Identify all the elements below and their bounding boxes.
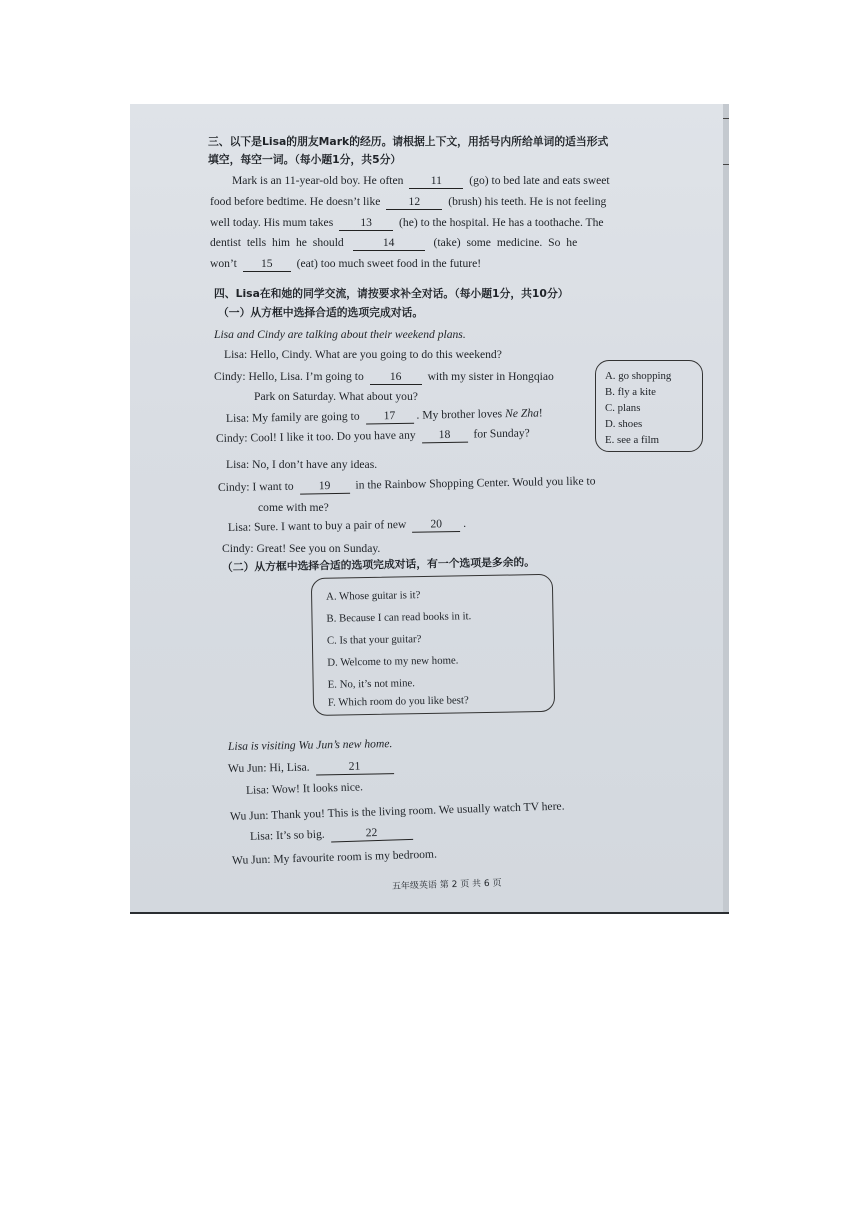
passage-text: (brush) his teeth. He is not feeling	[448, 195, 607, 208]
passage-text: Mark is an 11-year-old boy. He often	[232, 174, 404, 187]
options-box-1	[595, 360, 703, 452]
part1-title: （一）从方框中选择合适的选项完成对话。	[218, 306, 424, 319]
edge-mark	[723, 164, 729, 165]
answer-blank-19[interactable]: 19	[299, 479, 349, 495]
option-item: D. Welcome to my new home.	[327, 654, 459, 669]
answer-blank-20[interactable]: 20	[412, 517, 460, 533]
option-item: C. plans	[605, 402, 641, 414]
edge-mark	[723, 118, 729, 119]
answer-blank-22[interactable]: 22	[330, 825, 412, 842]
dialogue-line	[214, 370, 554, 385]
dialogue-line: Lisa: Wow! It looks nice.	[245, 780, 364, 797]
option-item: A. go shopping	[605, 370, 672, 382]
passage-text: dentist tells him he should	[210, 236, 344, 249]
passage-text: (take) some medicine. So he	[433, 236, 578, 249]
option-item: E. No, it’s not mine.	[327, 677, 416, 691]
dialogue-text: !	[538, 406, 543, 420]
context-part2: Lisa is visiting Wu Jun’s new home.	[227, 737, 393, 753]
answer-blank-14[interactable]: 14	[353, 236, 425, 251]
passage-text: well today. His mum takes	[210, 216, 334, 229]
dialogue-text: Lisa: It’s so big.	[249, 827, 325, 843]
dialogue-text: for Sunday?	[473, 426, 530, 441]
answer-blank-18[interactable]: 18	[421, 428, 467, 444]
option-item: B. Because I can read books in it.	[326, 610, 472, 625]
dialogue-text: Lisa: Sure. I want to buy a pair of new	[227, 517, 407, 534]
dialogue-text: Cindy: I want to	[217, 479, 294, 494]
context-part1: Lisa and Cindy are talking about their weekend plans.	[214, 328, 466, 341]
dialogue-line: come with me?	[258, 501, 329, 514]
dialogue-line: Lisa: Hello, Cindy. What are you going to do this weekend?	[224, 348, 502, 361]
passage-line-2	[210, 195, 606, 210]
dialogue-text: with my sister in Hongqiao	[427, 370, 554, 383]
answer-blank-13[interactable]: 13	[339, 216, 393, 231]
dialogue-line: Wu Jun: My favourite room is my bedroom.	[231, 847, 438, 867]
dialogue-line	[218, 474, 596, 495]
dialogue-text: . My brother loves	[416, 407, 503, 422]
section4-title: 四、Lisa在和她的同学交流，请按要求补全对话。（每小题1分，共10分）	[214, 287, 569, 300]
option-item: F. Which room do you like best?	[327, 694, 469, 709]
answer-blank-16[interactable]: 16	[370, 370, 422, 385]
dialogue-text: Cindy: Hello, Lisa. I’m going to	[214, 370, 364, 383]
passage-line-3	[210, 216, 604, 231]
passage-text: (eat) too much sweet food in the future!	[296, 257, 482, 270]
dialogue-text: Wu Jun: Hi, Lisa.	[227, 760, 310, 775]
dialogue-line	[228, 517, 466, 536]
answer-blank-17[interactable]: 17	[365, 409, 413, 425]
part2-title: （二）从方框中选择合适的选项完成对话，有一个选项是多余的。	[221, 555, 536, 574]
passage-line-1	[232, 174, 610, 189]
option-item: E. see a film	[605, 434, 659, 446]
section3-title-line1: 三、以下是Lisa的朋友Mark的经历。请根据上下文，用括号内所给单词的适当形式	[208, 135, 609, 148]
movie-title: Ne Zha	[504, 406, 539, 421]
exam-page-photo	[130, 104, 729, 914]
option-item: A. Whose guitar is it?	[326, 589, 421, 603]
dialogue-line: Wu Jun: Thank you! This is the living room. We usually watch TV here.	[229, 799, 565, 823]
option-item: B. fly a kite	[605, 386, 656, 398]
dialogue-line	[226, 406, 543, 426]
answer-blank-21[interactable]: 21	[315, 759, 393, 775]
dialogue-text: in the Rainbow Shopping Center. Would you like to	[355, 474, 596, 492]
dialogue-text: .	[463, 516, 467, 530]
passage-text: (he) to the hospital. He has a toothache. The	[399, 216, 604, 229]
answer-blank-12[interactable]: 12	[386, 195, 442, 210]
passage-line-4	[210, 236, 577, 251]
passage-text: food before bedtime. He doesn’t like	[210, 195, 381, 208]
dialogue-line: Lisa: No, I don’t have any ideas.	[226, 458, 378, 471]
dialogue-line	[216, 427, 530, 447]
dialogue-line	[250, 825, 416, 845]
section3-title-line2: 填空，每空一词。（每小题1分，共5分）	[208, 153, 402, 166]
dialogue-text: Cindy: Cool! I like it too. Do you have any	[215, 428, 416, 445]
dialogue-text: Lisa: My family are going to	[225, 409, 360, 425]
page-edge	[723, 104, 729, 912]
passage-text: (go) to bed late and eats sweet	[469, 174, 610, 187]
answer-blank-15[interactable]: 15	[243, 257, 291, 272]
passage-text: won’t	[210, 257, 237, 270]
dialogue-line: Park on Saturday. What about you?	[254, 390, 418, 403]
options-box-2	[311, 574, 555, 716]
dialogue-line	[228, 759, 397, 777]
option-item: C. Is that your guitar?	[326, 633, 422, 647]
passage-line-5	[210, 257, 481, 272]
answer-blank-11[interactable]: 11	[409, 174, 463, 189]
option-item: D. shoes	[605, 418, 643, 430]
page-footer: 五年级英语 第 2 页 共 6 页	[391, 878, 502, 892]
dialogue-line: Cindy: Great! See you on Sunday.	[222, 542, 381, 555]
